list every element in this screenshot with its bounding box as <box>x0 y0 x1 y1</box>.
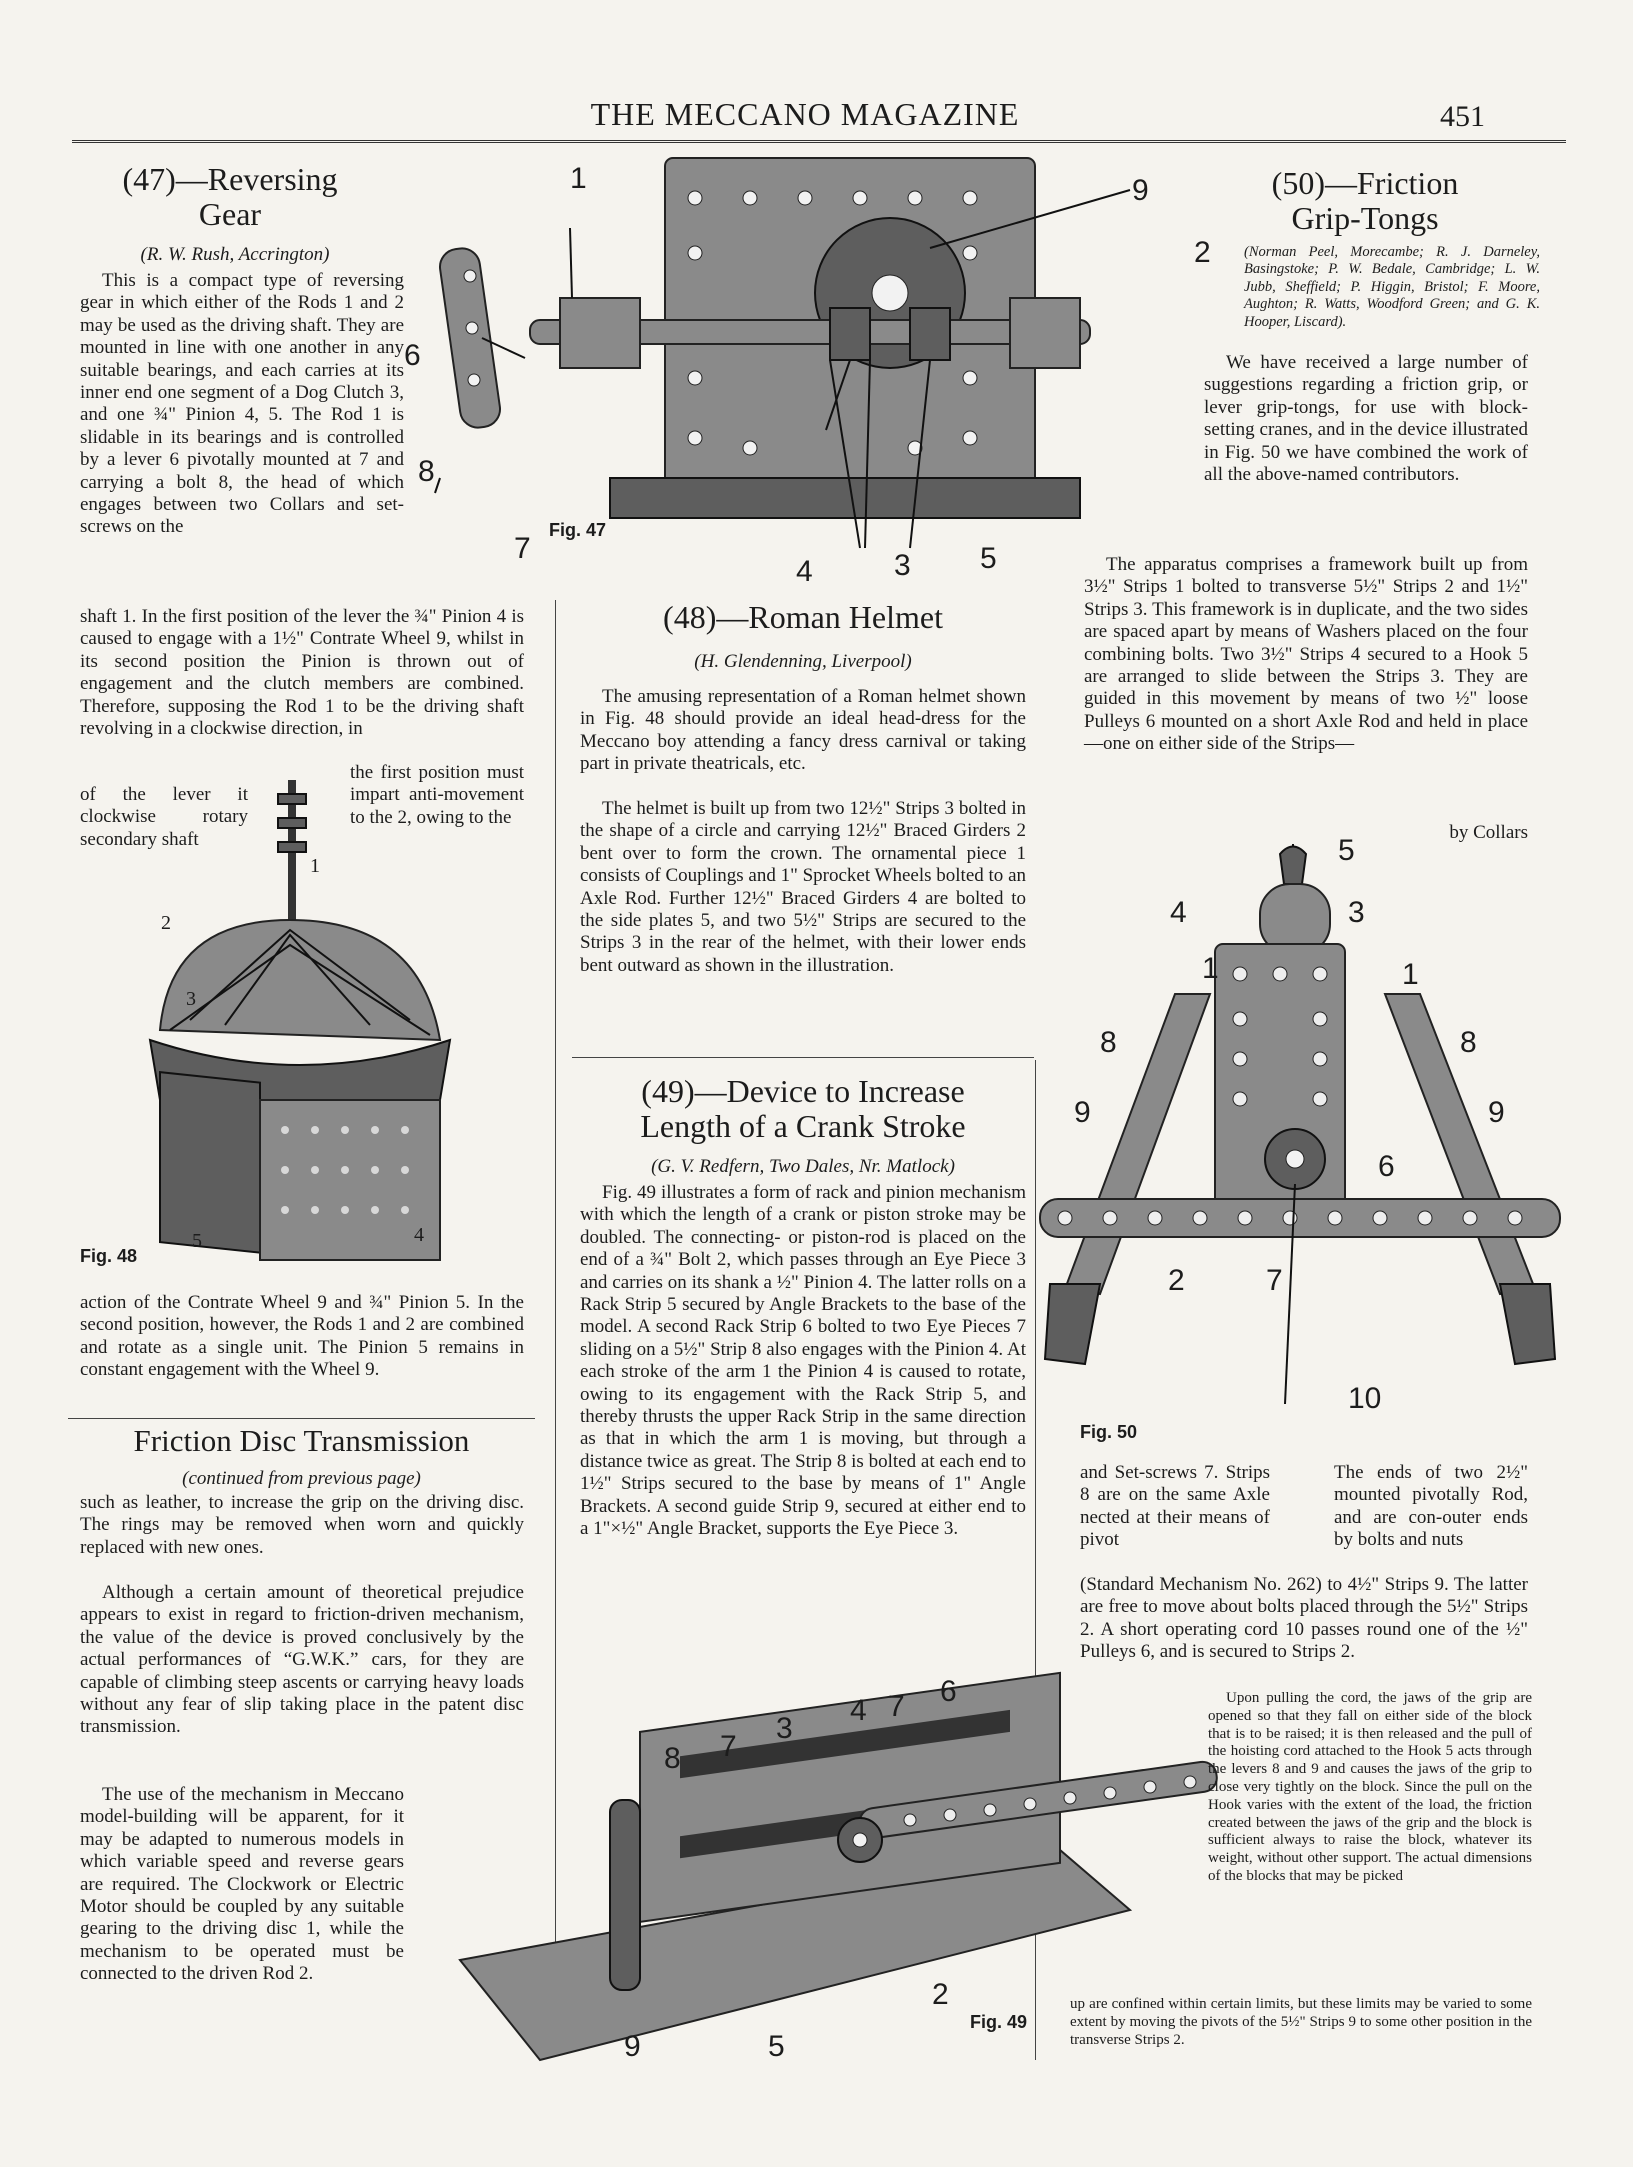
fig-50-callout-9-left: 9 <box>1074 1096 1091 1129</box>
fig-49-callout-8: 8 <box>664 1742 681 1775</box>
fig-49-callout-4: 4 <box>850 1694 867 1727</box>
fig-48-side-plate-left <box>160 1072 260 1253</box>
fig-47-callout-9: 9 <box>1132 174 1149 207</box>
article-48-byline: (H. Glendenning, Liverpool) <box>694 651 912 672</box>
fig-49-end-strip <box>610 1800 640 1990</box>
article-48-para-2: The helmet is built up from two 12½" Strips 3 bolted in the shape of a circle and carrying 12½" Braced Girders 2 bent over to form the crown. The ornamental piece 1 consists of Couplings and 1" Sprocket Wheels bolted to an Axle Rod. Further 12½" Braced Girders 4 are bolted to the side plates 5, and two 5½" Strips are secured to the Strips 3 in the rear of the helmet, with their lower ends bent outward as shown in the illustration. <box>580 798 1026 976</box>
fig-47-callout-4: 4 <box>796 555 813 588</box>
fig-50-label: Fig. 50 <box>1080 1422 1138 1442</box>
fig-48-label: Fig. 48 <box>80 1246 138 1266</box>
fig-47-bracket-right <box>1010 298 1080 368</box>
fig-47-callout-2: 2 <box>1194 236 1211 269</box>
friction-para-1: such as leather, to increase the grip on the driving disc. The rings may be removed when worn and quickly replaced with new ones. <box>80 1492 524 1558</box>
fig-50-callout-6: 6 <box>1378 1150 1395 1183</box>
fig-47-callout-8: 8 <box>418 455 435 488</box>
fig-47-callout-5: 5 <box>980 542 997 575</box>
fig-50-grip-tongs-image <box>1040 844 1560 1404</box>
article-47-para-3: action of the Contrate Wheel 9 and ¾" Pinion 5. In the second position, however, the Rods 1 and 2 are combined and rotate as a single unit. The Pinion 5 remains in constant engagement with the Wheel 9. <box>80 1292 524 1381</box>
article-47-byline: (R. W. Rush, Accrington) <box>140 244 330 265</box>
fig-50-callout-4: 4 <box>1170 896 1187 929</box>
fig-49-callout-3: 3 <box>776 1712 793 1745</box>
fig-47-label: Fig. 47 <box>549 520 607 540</box>
fig-48-callout-2: 2 <box>161 912 171 934</box>
fig-50-right-jaw <box>1500 1284 1555 1364</box>
article-47-wrap-right: the first position must impart anti-movement to the 2, owing to the <box>350 762 524 828</box>
article-49-title <box>572 1074 1034 1144</box>
fig-48-callout-5: 5 <box>192 1230 202 1252</box>
article-50-para-2: The apparatus comprises a framework built up from 3½" Strips 1 bolted to transverse 5½" Strips 2 and 1½" Strips 3. This framework is in duplicate, and the two sides are spaced apart by means of Washers placed on the four combining bolts. Two 3½" Strips 4 secured to a Hook 5 are arranged to slide between the Strips 3. They are guided in this movement by means of two ½" loose Pulleys 6 mounted on a short Axle Rod and held in place—one on either side of the Strips— <box>1084 554 1528 755</box>
fig-50-callout-9-right: 9 <box>1488 1096 1505 1129</box>
article-48-title: (48)—Roman Helmet <box>663 599 943 635</box>
article-47-para-1: This is a compact type of reversing gear in which either of the Rods 1 and 2 may be used as the driving shaft. They are mounted in line with one another in any suitable bearings, and each carries at its inner end one segment of a Dog Clutch 3, and one ¾" Pinion 4, 5. The Rod 1 is slidable in its bearings and is controlled by a lever 6 pivotally mounted at 7 and carrying a bolt 8, the head of which engages between two Collars and set-screws on the <box>80 270 404 538</box>
article-48-para-1: The amusing representation of a Roman helmet shown in Fig. 48 should provide an ideal head-dress for the Meccano boy attending a fancy dress carnival or taking part in private theatricals, etc. <box>580 686 1026 775</box>
fig-50-callout-3: 3 <box>1348 896 1365 929</box>
article-49-byline: (G. V. Redfern, Two Dales, Nr. Matlock) <box>651 1156 955 1177</box>
section-rule-49 <box>572 1057 1034 1058</box>
friction-title: Friction Disc Transmission <box>133 1423 470 1458</box>
article-50-wrap-right: The ends of two 2½" mounted pivotally Rod, and are con-outer ends by bolts and nuts <box>1334 1462 1528 1551</box>
section-rule-friction <box>68 1418 535 1419</box>
fig-49-callout-9: 9 <box>624 2030 641 2063</box>
article-47-para-2: shaft 1. In the first position of the lever the ¾" Pinion 4 is caused to engage with a 1½" Contrate Wheel 9, whilst in its second position the Pinion is thrown out of engagement and the clutch members are combined. Therefore, supposing the Rod 1 to be the driving shaft revolving in a clockwise direction, in <box>80 606 524 740</box>
friction-para-3: The use of the mechanism in Meccano model-building will be apparent, for it may be adapted to numerous models in which variable speed and reverse gears are required. The Clockwork or Electric Motor should be coupled by any suitable gearing to the driving disc 1, while the mechanism to be operated must be connected to the driven Rod 2. <box>80 1784 404 1985</box>
fig-47-callout-3: 3 <box>894 549 911 582</box>
fig-47-callout-1: 1 <box>570 162 587 195</box>
article-50-wrap-left: and Set-screws 7. Strips 8 are on the same Axle nected at their means of pivot <box>1080 1462 1270 1551</box>
fig-50-callout-7: 7 <box>1266 1264 1283 1297</box>
magazine-title: THE MECCANO MAGAZINE <box>590 96 1020 132</box>
fig-49-label: Fig. 49 <box>970 2012 1028 2032</box>
article-50-title <box>1230 166 1500 236</box>
article-49-title-line1: (49)—Device to Increase <box>641 1073 965 1109</box>
fig-48-roman-helmet-image <box>140 770 460 1280</box>
fig-50-transverse-strips-2 <box>1040 1199 1560 1237</box>
fig-48-face-plate <box>260 1100 440 1260</box>
article-49-title-line2: Length of a Crank Stroke <box>640 1108 966 1145</box>
fig-49-callout-7a: 7 <box>720 1730 737 1763</box>
fig-49-callout-7b: 7 <box>888 1690 905 1723</box>
article-50-title-line1: (50)—Friction <box>1271 165 1459 201</box>
fig-47-callout-6: 6 <box>404 339 421 372</box>
fig-50-left-jaw <box>1045 1284 1100 1364</box>
article-50-para-2-end: by Collars <box>1449 822 1528 843</box>
article-47-title <box>84 162 376 232</box>
friction-para-2: Although a certain amount of theoretical prejudice appears to exist in regard to friction-driven mechanism, the value of the device is proved conclusively by the actual performances of “G.W.K.” cars, for they are capable of climbing steep ascents or carrying heavy loads without any fear of slip taking place in the patent disc transmission. <box>80 1582 524 1738</box>
fig-49-callout-6: 6 <box>940 1675 957 1708</box>
fig-47-base-strip <box>610 478 1080 518</box>
article-47-title-line2: Gear <box>198 196 262 233</box>
fig-48-callout-1: 1 <box>310 855 320 877</box>
article-50-para-4: Upon pulling the cord, the jaws of the grip are opened so that they fall on either side of the block that is to be raised; it is then released and the pull of the hoisting cord attached to the Hook 5 acts through the levers 8 and 9 and causes the jaws of the grip to close very tightly on the block. Since the pull on the Hook varies with the extent of the load, the friction created between the jaws of the grip and the block is sufficient always to raise the block, whatever its weight, without other support. The actual dimensions of the blocks that may be picked <box>1208 1690 1532 1884</box>
fig-50-left-arm <box>1065 994 1210 1294</box>
fig-47-reversing-gear-image <box>410 148 1180 588</box>
fig-50-callout-8-left: 8 <box>1100 1026 1117 1059</box>
fig-50-callout-10: 10 <box>1348 1382 1382 1415</box>
article-50-para-4-end: up are confined within certain limits, but these limits may be varied to some extent by moving the pivots of the 5½" Strips 9 to some other position in the transverse Strips 2. <box>1070 1996 1532 2048</box>
fig-48-callout-3: 3 <box>186 988 196 1010</box>
article-47-wrap-left: of the lever it clockwise rotary secondary shaft <box>80 784 248 850</box>
article-50-byline: (Norman Peel, Morecambe; R. J. Darneley, Basingstoke; P. W. Bedale, Cambridge; L. W. Jubb, Sheffield; P. Higgin, Bristol; F. Moore, Aughton; R. Watts, Woodford Green; and G. K. Hooper, Liscard). <box>1244 244 1540 330</box>
page-number: 451 <box>1440 100 1485 133</box>
article-47-title-line1: (47)—Reversing <box>122 161 338 197</box>
fig-47-callout-7: 7 <box>514 532 531 565</box>
fig-50-callout-8-right: 8 <box>1460 1026 1477 1059</box>
header-rule <box>72 140 1566 143</box>
fig-49-crank-stroke-image <box>440 1700 1200 2120</box>
fig-50-callout-1-right: 1 <box>1402 958 1419 991</box>
article-50-para-1: We have received a large number of suggestions regarding a friction grip, or lever grip-tongs, for use with block-setting cranes, and in the device illustrated in Fig. 50 we have combined the work of all the above-named contributors. <box>1204 352 1528 486</box>
fig-50-callout-1-left: 1 <box>1202 952 1219 985</box>
fig-49-callout-2: 2 <box>932 1978 949 2011</box>
fig-47-bracket-left <box>560 298 640 368</box>
fig-47-pinion-4 <box>830 308 870 360</box>
article-50-para-3: (Standard Mechanism No. 262) to 4½" Strips 9. The latter are free to move about bolts placed through the 5½" Strips 2. A short operating cord 10 passes round one of the ½" Pulleys 6, and is secured to Strips 2. <box>1080 1574 1528 1663</box>
fig-50-hook <box>1280 847 1306 885</box>
fig-50-callout-5: 5 <box>1338 834 1355 867</box>
article-49-para-1: Fig. 49 illustrates a form of rack and pinion mechanism with which the length of a crank or piston stroke may be doubled. The connecting- or piston-rod is placed on the end of a ¾" Bolt 2, which passes through an Eye Piece 3 and carries on its shank a ½" Pinion 4. The latter rolls on a Rack Strip 5 secured by Angle Brackets to the base of the model. A second Rack Strip 6 bolted to two Eye Pieces 7 sliding on a 5½" Strip 8 also engages with the Pinion 4. At each stroke of the arm 1 the Pinion 4 is caused to rotate, owing to its engagement with the Rack Strip 5, and thereby thrusts the upper Rack Strip in the same direction as that in which the arm 1 is moving, but through a distance twice as great. The Strip 8 is bolted at each end to 1½" Strips secured to the base by means of 1" Angle Brackets. A second guide Strip 9, secured at either end to a 1"×½" Angle Bracket, supports the Eye Piece 3. <box>580 1182 1026 1540</box>
fig-49-callout-5: 5 <box>768 2030 785 2063</box>
fig-47-pinion-5 <box>910 308 950 360</box>
article-50-title-line2: Grip-Tongs <box>1291 200 1439 237</box>
fig-48-callout-4: 4 <box>414 1224 424 1246</box>
fig-50-callout-2: 2 <box>1168 1264 1185 1297</box>
friction-byline: (continued from previous page) <box>182 1468 421 1489</box>
